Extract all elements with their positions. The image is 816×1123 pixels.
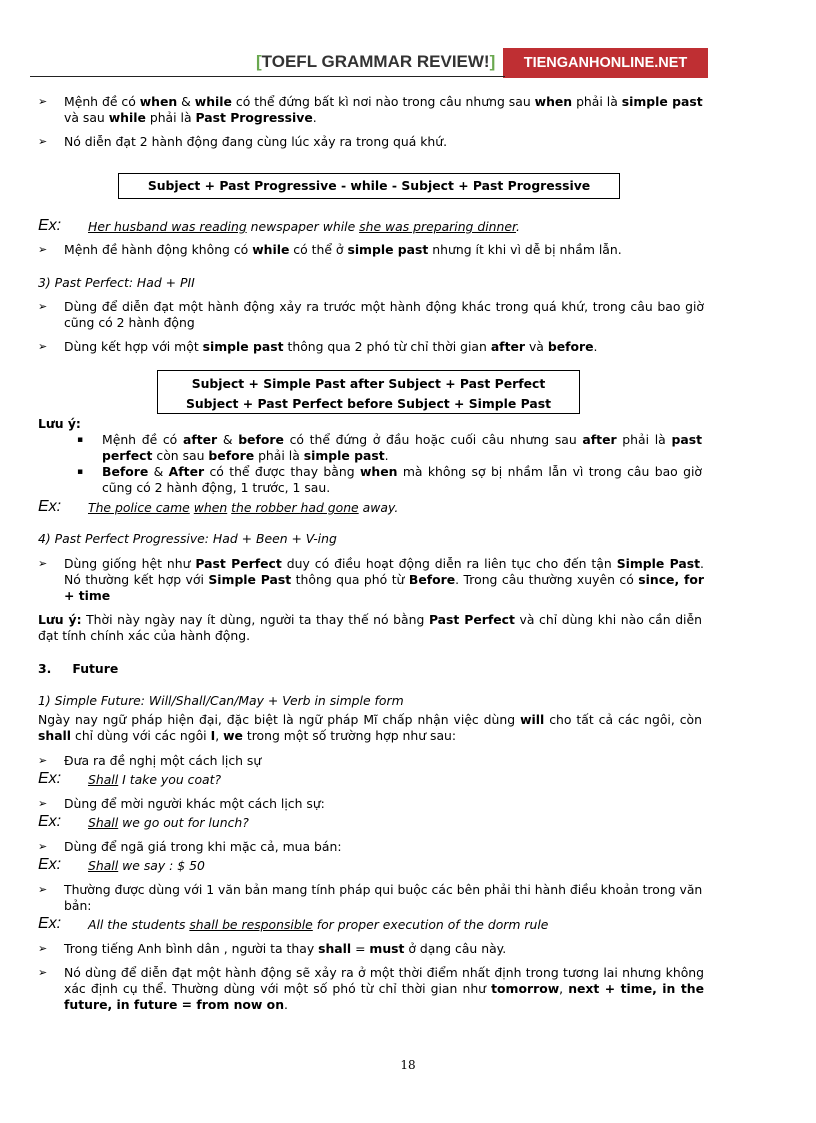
section-heading: 3) Past Perfect: Had + PII — [38, 275, 195, 290]
bullet-arrow-icon: ➢ — [38, 754, 48, 767]
section-heading: 4) Past Perfect Progressive: Had + Been + V-ing — [38, 531, 337, 546]
bullet-text: Trong tiếng Anh bình dân , người ta thay shall = must ở dạng câu này. — [64, 941, 507, 956]
note-paragraph: Lưu ý: Thời này ngày nay ít dùng, người ta thay thế nó bằng Past Perfect và chỉ dùng khi nào cần diễn đạt tính chính xác của hành động. — [38, 612, 702, 643]
bullet-text: Dùng để diễn đạt một hành động xảy ra trước một hành động khác trong quá khứ, trong câu bao giờ cũng có 2 hành động — [64, 299, 704, 330]
example-text: Shall I take you coat? — [88, 772, 222, 787]
bullet-text: Mệnh đề có when & while có thể đứng bất kì nơi nào trong câu nhưng sau when phải là simple past và sau while phải là Past Progressive. — [64, 94, 703, 125]
bullet-text: Dùng kết hợp với một simple past thông qua 2 phó từ chỉ thời gian after và before. — [64, 339, 598, 354]
bullet-arrow-icon: ➢ — [38, 797, 48, 810]
bullet-arrow-icon: ➢ — [38, 243, 48, 256]
bullet-arrow-icon: ➢ — [38, 557, 48, 570]
example-text: Shall we go out for lunch? — [88, 815, 249, 830]
example-label: Ex: — [38, 915, 62, 932]
example-label: Ex: — [38, 770, 62, 787]
paragraph: Ngày nay ngữ pháp hiện đại, đặc biệt là ngữ pháp Mĩ chấp nhận việc dùng will cho tất cả các ngôi, còn shall chỉ dùng với các ngôi I, we trong một số trường hợp như sau: — [38, 712, 702, 743]
bullet-arrow-icon: ➢ — [38, 840, 48, 853]
example-text: The police came when the robber had gone away. — [88, 500, 399, 515]
bullet-arrow-icon: ➢ — [38, 340, 48, 353]
example-text: Her husband was reading newspaper while she was preparing dinner. — [88, 219, 520, 234]
example-text: Shall we say : $ 50 — [88, 858, 205, 873]
example-text: All the students shall be responsible for proper execution of the dorm rule — [88, 917, 549, 932]
section-title: 3. Future — [38, 661, 119, 676]
bullet-arrow-icon: ➢ — [38, 95, 48, 108]
bullet-arrow-icon: ➢ — [38, 942, 48, 955]
bullet-text: Dùng để mời người khác một cách lịch sự: — [64, 796, 325, 811]
bullet-text: Đưa ra đề nghị một cách lịch sự — [64, 753, 262, 768]
bullet-text: Dùng để ngã giá trong khi mặc cả, mua bán: — [64, 839, 342, 854]
example-label: Ex: — [38, 856, 62, 873]
section-heading: 1) Simple Future: Will/Shall/Can/May + Verb in simple form — [38, 693, 404, 708]
bullet-text: Thường được dùng với 1 văn bản mang tính pháp qui buộc các bên phải thi hành điều khoản trong văn bản: — [64, 882, 703, 913]
sub-bullet-text: Mệnh đề có after & before có thể đứng ở đầu hoặc cuối câu nhưng sau after phải là past perfect còn sau before phải là simple past. — [102, 432, 702, 463]
bullet-text: Nó diễn đạt 2 hành động đang cùng lúc xảy ra trong quá khứ. — [64, 134, 448, 149]
bullet-arrow-icon: ➢ — [38, 300, 48, 313]
bullet-arrow-icon: ➢ — [38, 883, 48, 896]
bullet-text: Mệnh đề hành động không có while có thể ở simple past nhưng ít khi vì dễ bị nhầm lẫn. — [64, 242, 622, 257]
bullet-square-icon: ▪ — [77, 435, 84, 445]
page-number: 18 — [400, 1058, 416, 1072]
example-label: Ex: — [38, 217, 62, 234]
formula-box: Subject + Past Progressive - while - Subject + Past Progressive — [118, 173, 620, 199]
bullet-text: Dùng giống hệt như Past Perfect duy có điều hoạt động diễn ra liên tục cho đến tận Simple Past. Nó thường kết hợp với Simple Past thông qua phó từ Before. Trong câu thường xuyên có since, for + time — [64, 556, 705, 603]
header-rule — [30, 76, 505, 77]
bullet-square-icon: ▪ — [77, 467, 84, 477]
note-label: Lưu ý: — [38, 416, 81, 431]
bullet-arrow-icon: ➢ — [38, 135, 48, 148]
formula-box: Subject + Simple Past after Subject + Past Perfect Subject + Past Perfect before Subject + Simple Past — [157, 370, 580, 414]
example-label: Ex: — [38, 498, 62, 515]
bullet-text: Nó dùng để diễn đạt một hành động sẽ xảy ra ở một thời điểm nhất định trong tương lai nhưng không xác định cụ thể. Thường dùng với một số phó từ chỉ thời gian như tomorrow, next + time, in the future, in future = from now on. — [64, 965, 704, 1012]
example-label: Ex: — [38, 813, 62, 830]
document-title: [TOEFL GRAMMAR REVIEW!] — [256, 52, 496, 71]
bullet-arrow-icon: ➢ — [38, 966, 48, 979]
sub-bullet-text: Before & After có thể được thay bằng when mà không sợ bị nhầm lẫn vì trong câu bao giờ cũng có 2 hành động, 1 trước, 1 sau. — [102, 464, 703, 495]
site-banner: TIENGANHONLINE.NET — [503, 48, 708, 78]
